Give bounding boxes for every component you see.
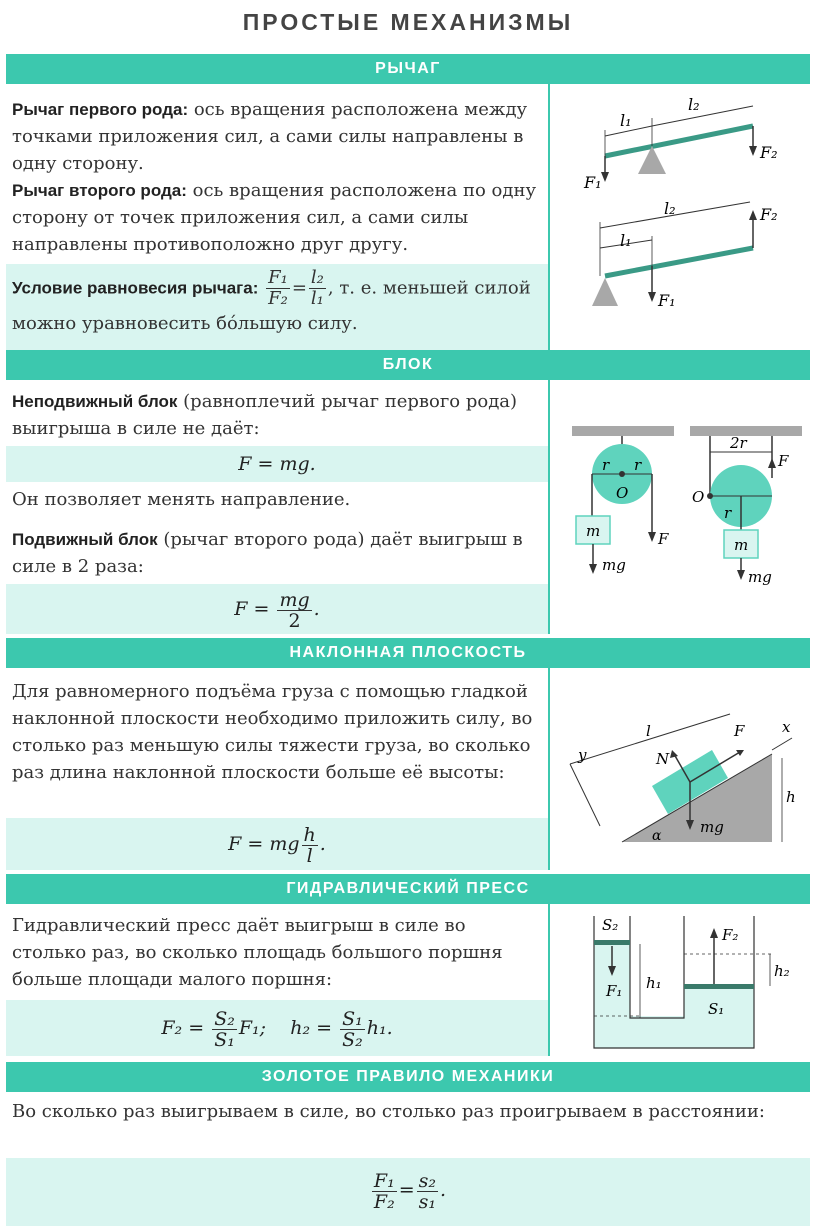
pulley-fig-r3: r bbox=[724, 504, 732, 522]
pulley-fixed bbox=[12, 388, 542, 442]
pulley-fig-mg1: mg bbox=[602, 556, 626, 574]
golden-s2: s₂ bbox=[418, 1169, 437, 1192]
pulley-fig-F1: F bbox=[658, 530, 669, 548]
pulley-fig-2r: 2r bbox=[730, 434, 747, 452]
lever-fig1-F2: F₂ bbox=[760, 143, 778, 162]
press-f1: F₁; bbox=[238, 1017, 267, 1039]
press-fig-S1: S₁ bbox=[708, 1000, 725, 1018]
pulley-mov-frac bbox=[277, 590, 311, 631]
press-s2-b: S₂ bbox=[342, 1028, 363, 1051]
pulley-fig-m2: m bbox=[734, 536, 749, 554]
pulley-fixed-formula: F = mg. bbox=[238, 453, 316, 475]
pulley-fig-r1: r bbox=[602, 456, 610, 474]
pulley-fixed-text: (равноплечий рычаг первого рода) выигрыша в силе не даёт: bbox=[12, 391, 518, 439]
incline-formula-end: . bbox=[319, 833, 326, 855]
lever-f-num: F₁ bbox=[268, 267, 288, 288]
incline-figure bbox=[560, 674, 810, 868]
lever-second-kind-text: ось вращения расположена по одну сторону от точек приложения сил, а сами силы направлены противоположно друг другу. bbox=[12, 180, 537, 255]
golden-frac1 bbox=[372, 1171, 397, 1212]
pulley-fig-F2: F bbox=[778, 452, 789, 470]
press-h1: h₁. bbox=[366, 1017, 393, 1039]
golden-formula bbox=[6, 1162, 810, 1218]
section-heading-golden: ЗОЛОТОЕ ПРАВИЛО МЕХАНИКИ bbox=[6, 1062, 810, 1092]
pulley-movable-formula bbox=[6, 586, 548, 632]
press-fig-h2: h₂ bbox=[774, 962, 790, 980]
lever-condition-term: Условие равновесия рычага: bbox=[12, 278, 259, 298]
section-heading-press: ГИДРАВЛИЧЕСКИЙ ПРЕСС bbox=[6, 874, 810, 904]
golden-end: . bbox=[440, 1179, 447, 1201]
press-formula bbox=[6, 1004, 548, 1052]
pulley-movable-text: (рычаг второго рода) даёт выигрыш в силе в 2 раза: bbox=[12, 529, 523, 577]
incline-fig-F: F bbox=[734, 722, 745, 740]
golden-text: Во сколько раз выигрываем в силе, во столько раз проигрываем в расстоянии: bbox=[12, 1101, 765, 1122]
press-fig-F1: F₁ bbox=[606, 982, 623, 1000]
press-s1-a: S₁ bbox=[214, 1028, 235, 1051]
lever-fig2-F1: F₁ bbox=[658, 291, 676, 310]
incline-frac bbox=[302, 825, 318, 866]
page-title: ПРОСТЫЕ МЕХАНИЗМЫ bbox=[242, 9, 574, 35]
divider-pulley bbox=[548, 380, 550, 634]
incline-fig-mg: mg bbox=[700, 818, 724, 836]
pulley-mov-left: F = bbox=[234, 598, 270, 620]
lever-first-kind-text: ось вращения расположена между точками приложения сил, а сами силы направлены в одну сторону. bbox=[12, 99, 528, 174]
press-h2: h₂ = bbox=[290, 1017, 333, 1039]
pulley-fixed-term: Неподвижный блок bbox=[12, 392, 178, 411]
golden-f1: F₁ bbox=[373, 1169, 395, 1192]
section-heading-pulley: БЛОК bbox=[6, 350, 810, 380]
press-f2: F₂ = bbox=[161, 1017, 205, 1039]
pulley-mov-end: . bbox=[313, 598, 320, 620]
incline-fig-alpha: α bbox=[652, 828, 662, 844]
press-figure bbox=[560, 906, 810, 1054]
lever-f-den: F₂ bbox=[268, 288, 288, 309]
pulley-mov-den: 2 bbox=[288, 609, 301, 632]
section-heading-lever: РЫЧАГ bbox=[6, 54, 810, 84]
lever-force-ratio bbox=[266, 268, 290, 309]
lever-first-kind bbox=[12, 96, 542, 177]
incline-fig-l: l bbox=[646, 722, 651, 740]
golden-s1: s₁ bbox=[418, 1190, 437, 1213]
lever-fig2-F2: F₂ bbox=[760, 205, 778, 224]
press-fig-S2: S₂ bbox=[602, 916, 619, 934]
incline-fig-h: h bbox=[786, 788, 796, 806]
divider-lever bbox=[548, 84, 550, 350]
pulley-fig-O1: O bbox=[616, 484, 629, 502]
pulley-fig-mg2: mg bbox=[748, 568, 772, 586]
incline-fig-x: x bbox=[782, 718, 791, 736]
press-fig-h1: h₁ bbox=[646, 974, 662, 992]
pulley-direction-text: Он позволяет менять направление. bbox=[12, 489, 351, 510]
lever-fig2-l2: l₂ bbox=[664, 199, 676, 218]
golden-frac2 bbox=[417, 1171, 438, 1212]
lever-second-kind bbox=[12, 177, 542, 258]
lever-arm-ratio bbox=[309, 268, 326, 309]
press-s2-a: S₂ bbox=[214, 1007, 235, 1030]
incline-formula bbox=[6, 820, 548, 868]
lever-second-kind-term: Рычаг второго рода: bbox=[12, 181, 187, 200]
divider-incline bbox=[548, 668, 550, 870]
incline-text: Для равномерного подъёма груза с помощью гладкой наклонной плоскости необходимо приложить силу, во столько раз меньшую силы тяжести груза, во сколько раз длина наклонной плоскости больше её высоты: bbox=[12, 681, 533, 783]
lever-first-kind-term: Рычаг первого рода: bbox=[12, 100, 189, 119]
pulley-movable bbox=[12, 526, 542, 580]
incline-fig-N: N bbox=[656, 750, 670, 768]
lever-l-num: l₂ bbox=[310, 267, 324, 288]
lever-eq: = bbox=[291, 277, 307, 299]
pulley-fig-m1: m bbox=[586, 522, 601, 540]
lever-fig1-l2: l₂ bbox=[688, 95, 700, 114]
press-text: Гидравлический пресс даёт выигрыш в силе во столько раз, во сколько площадь большого поршня больше площади малого поршня: bbox=[12, 915, 503, 990]
incline-l-den: l bbox=[306, 844, 313, 867]
golden-eq: = bbox=[398, 1179, 415, 1201]
lever-fig2-l1: l₁ bbox=[620, 231, 632, 250]
section-heading-incline: НАКЛОННАЯ ПЛОСКОСТЬ bbox=[6, 638, 810, 668]
golden-f2: F₂ bbox=[373, 1190, 395, 1213]
lever-condition bbox=[12, 268, 542, 339]
incline-formula-left: F = mg bbox=[228, 833, 300, 855]
lever-fig1-F1: F₁ bbox=[584, 173, 602, 192]
incline-h-num: h bbox=[303, 823, 316, 846]
divider-press bbox=[548, 904, 550, 1056]
pulley-movable-term: Подвижный блок bbox=[12, 530, 158, 549]
pulley-fig-O2: O bbox=[692, 488, 705, 506]
lever-figure bbox=[560, 88, 810, 346]
press-s1-b: S₁ bbox=[342, 1007, 363, 1030]
press-frac1 bbox=[212, 1009, 237, 1050]
pulley-fig-r2: r bbox=[634, 456, 642, 474]
incline-fig-y: y bbox=[578, 746, 587, 764]
lever-condition-text: , т. е. меньшей силой можно уравновесить бо́льшую силу. bbox=[12, 277, 531, 334]
press-fig-F2: F₂ bbox=[722, 926, 739, 944]
pulley-figure bbox=[560, 418, 810, 586]
lever-l-den: l₁ bbox=[310, 288, 324, 309]
press-frac2 bbox=[340, 1009, 365, 1050]
lever-fig1-l1: l₁ bbox=[620, 111, 632, 130]
pulley-mov-num: mg bbox=[279, 588, 310, 611]
